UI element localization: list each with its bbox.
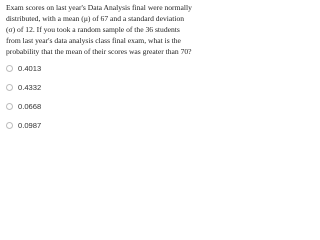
answer-option[interactable] <box>6 59 194 78</box>
radio-button[interactable] <box>6 122 13 129</box>
answer-option[interactable] <box>6 116 194 135</box>
answer-option[interactable] <box>6 78 194 97</box>
answer-option-label: 0.0987 <box>18 121 42 130</box>
answer-option-label: 0.0668 <box>18 102 42 111</box>
radio-button[interactable] <box>6 103 13 110</box>
answer-option-label: 0.4332 <box>18 83 42 92</box>
answer-options <box>6 59 194 135</box>
radio-button[interactable] <box>6 65 13 72</box>
radio-button[interactable] <box>6 84 13 91</box>
question-panel <box>0 0 200 145</box>
question-text: Exam scores on last year's Data Analysis final were normally distributed, with a mean (μ) of 67 and a standard deviation (σ) of 12. If you took a random sample of the 36 students from last year's data analysis class final exam, what is the probability that the mean of their scores was greater than 70? <box>6 3 192 56</box>
answer-option[interactable] <box>6 97 194 116</box>
answer-option-label: 0.4013 <box>18 64 42 73</box>
